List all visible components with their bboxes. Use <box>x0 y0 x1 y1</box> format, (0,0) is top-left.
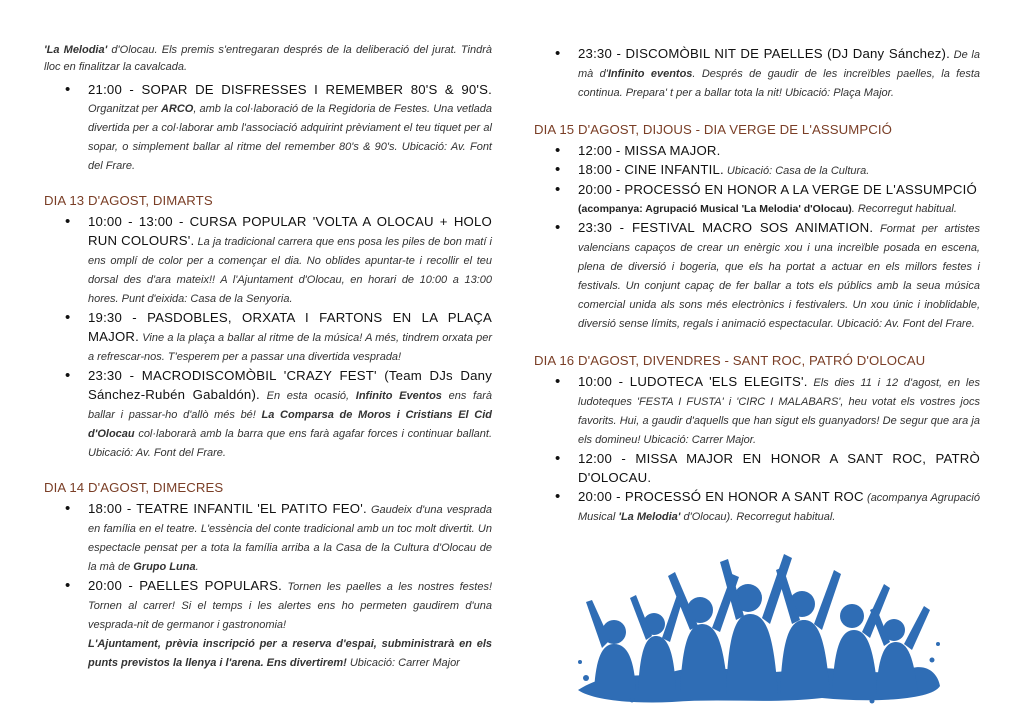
event-title: 20:00 - PROCESSÓ EN HONOR A SANT ROC <box>578 489 864 504</box>
event-note: L'Ajuntament, prèvia inscripció per a reserva d'espai, subministrarà en els punts previstos la llenya i l'arena. Ens divertirem! Ubicació: Carrer Major <box>88 638 492 670</box>
intro-rest: d'Olocau. Els premis s'entregaran després de la deliberació del jurat. Tindrà lloc en finalitzar la cavalcada. <box>44 44 492 74</box>
list-item <box>44 366 492 462</box>
day-heading: DIA 14 D'AGOST, DIMECRES <box>44 480 224 496</box>
event-description: Tornen les paelles a les nostres festes! Tornen al carrer! Si el temps i les alertes ens ho permeten gaudirem d'una vesprada-nit de germanor i gastronomia! <box>88 581 492 632</box>
event-title: 21:00 - SOPAR DE DISFRESSES I REMEMBER 80'S & 90'S. <box>88 82 492 98</box>
event-title: 12:00 - MISSA MAJOR EN HONOR A SANT ROC, PATRÒ D'OLOCAU. <box>578 451 980 485</box>
crowd-illustration <box>572 540 944 705</box>
list-item <box>44 576 492 672</box>
day-heading: DIA 13 D'AGOST, DIMARTS <box>44 193 213 209</box>
intro-bold: 'La Melodia' <box>44 44 108 56</box>
list-item <box>44 308 492 366</box>
list-item <box>44 80 492 175</box>
list-item <box>534 218 980 333</box>
list-item <box>534 141 980 160</box>
event-list <box>534 44 980 102</box>
event-description: Vine a la plaça a ballar al ritme de la música! A més, tindrem orxata per a refrescar-nos. T'esperem per a passar una divertida vesprada! <box>88 332 492 364</box>
event-description: En esta ocasió, Infinito Eventos ens farà ballar i passar-ho d'allò més bé! La Comparsa de Moros i Cristians El Cid d'Olocau col·laborarà amb la barra que ens farà agafar forces i continuar ballant. Ubicació: Av. Font del Frare. <box>88 390 492 460</box>
event-description: Els dies 11 i 12 d'agost, en les ludoteques 'FESTA I FUSTA' i 'CIRC I MALABARS', heu votat els vostres jocs favorits. Hui, a gaudir d'aquells que han sigut els guanyadors! De segur que ara ja els domineu! Ubicació: Carrer Major. <box>578 377 980 446</box>
event-description: Format per artistes valencians capaços de crear un enèrgic xou i una increïble posada en escena, plena de diversió i bogeria, que els ha portat a actuar en els millors festes i festivals. Un conjunt capaç de fer ballar a tots els públics amb la seua música comercial unida als sons més electrònics i festivalers. Un xou únic i inoblidable, diversió sense límits, regals i animació espectacular. Ubicació: Av. Font del Frare. <box>578 223 981 330</box>
event-description: . Recorregut habitual. <box>851 203 957 215</box>
event-accompaniment: (acompanya: Agrupació Musical 'La Melodia' d'Olocau) <box>578 203 852 215</box>
event-description: Organitzat per ARCO, amb la col·laboració de la Regidoria de Festes. Una vetlada divertida per a col·laborar amb l'associació adquirint prèviament el teu tiquet per al sopar, o simplement ballar al ritme del remember 80's & 90's. Ubicació: Av. Font del Frare. <box>88 103 492 173</box>
list-item <box>534 180 980 218</box>
day-heading: DIA 16 D'AGOST, DIVENDRES - SANT ROC, PATRÓ D'OLOCAU <box>534 353 926 368</box>
event-title: 23:30 - FESTIVAL MACRO SOS ANIMATION. <box>578 220 874 235</box>
list-item <box>534 487 980 526</box>
event-title: 23:30 - MACRODISCOMÒBIL 'CRAZY FEST' (Team DJs Dany Sánchez-Rubén Gabaldón). <box>88 368 492 403</box>
right-column <box>490 0 980 526</box>
list-item <box>534 449 980 487</box>
event-list <box>44 80 492 175</box>
event-list <box>534 372 980 526</box>
list-item <box>534 160 980 180</box>
list-item <box>44 499 492 576</box>
event-description: La ja tradicional carrera que ens posa les piles de bon matí i ens omplí de color per a començar el dia. No oblides apuntar-te i recollir el teu dorsal des d'ara mateix!! A l'Ajuntament d'Olocau, en horari de 10:00 a 13:00 hores. Punt d'eixida: Casa de la Senyoria. <box>88 236 493 306</box>
event-description: De la mà d'Infinito eventos. Després de gaudir de les increïbles paelles, la festa continua. Prepara' t per a ballar tota la nit! Ubicació: Plaça Major. <box>578 49 980 99</box>
intro-text <box>44 42 492 76</box>
event-list <box>44 499 492 672</box>
event-title: 23:30 - DISCOMÒBIL NIT DE PAELLES (DJ Dany Sánchez). <box>578 46 951 61</box>
day-heading: DIA 15 D'AGOST, DIJOUS - DIA VERGE DE L'ASSUMPCIÓ <box>534 122 893 137</box>
event-description: Gaudeix d'una vesprada en família en el teatre. L'essència del conte tradicional amb un toc molt divertit. Un espectacle pensat per a tota la família arriba a la Casa de la Cultura d'Olocau de la mà de Grupo Luna. <box>88 504 492 574</box>
event-description: (acompanya Agrupació Musical 'La Melodia' d'Olocau). Recorregut habitual. <box>578 492 980 523</box>
event-title: 10:00 - LUDOTECA 'ELS ELEGITS'. <box>578 374 808 389</box>
event-title: 19:30 - PASDOBLES, ORXATA I FARTONS EN LA PLAÇA MAJOR. <box>88 310 492 345</box>
event-list <box>534 141 980 333</box>
event-description: Ubicació: Casa de la Cultura. <box>723 165 870 177</box>
event-title: 12:00 - MISSA MAJOR. <box>578 143 721 158</box>
left-column <box>0 0 492 672</box>
event-list <box>44 212 492 462</box>
list-item <box>44 212 492 308</box>
list-item <box>534 372 980 449</box>
list-item <box>534 44 980 102</box>
event-title: 18:00 - TEATRE INFANTIL 'EL PATITO FEO'. <box>88 501 367 517</box>
event-title: 10:00 - 13:00 - CURSA POPULAR 'VOLTA A OLOCAU + HOLO RUN COLOURS'. <box>88 214 492 249</box>
event-title: 20:00 - PAELLES POPULARS. <box>88 578 282 594</box>
event-title: 18:00 - CINE INFANTIL. <box>578 162 724 177</box>
event-title: 20:00 - PROCESSÓ EN HONOR A LA VERGE DE L'ASSUMPCIÓ <box>578 182 977 197</box>
